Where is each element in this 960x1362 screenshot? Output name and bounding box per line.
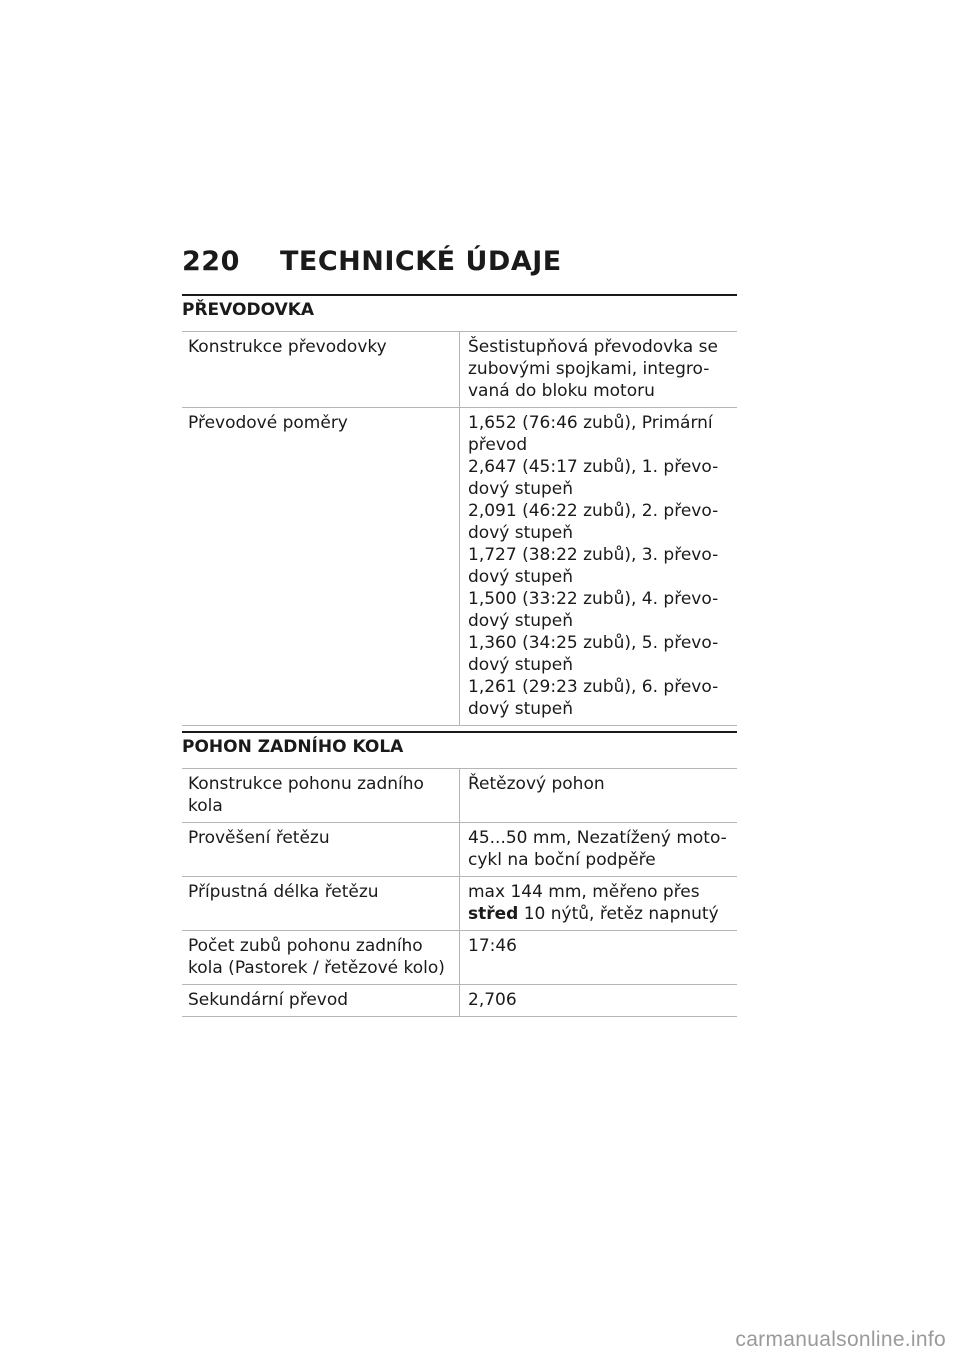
value-line: dový stupeň [468,523,574,543]
spec-table [182,768,737,1017]
value-line: 1,727 (38:22 zubů), 3. převo- [468,545,719,565]
value-line: zubovými spojkami, integro- [468,359,710,379]
spec-label [182,985,460,1017]
label-line: Prověšení řetězu [188,828,330,848]
value-line: 2,647 (45:17 zubů), 1. převo- [468,457,719,477]
bold-text: střed [468,904,519,924]
spec-label [182,877,460,931]
value-line: cykl na boční podpěře [468,850,656,870]
spec-value [460,332,738,408]
label-line: Počet zubů pohonu zadního [188,936,423,956]
value-line: dový stupeň [468,479,574,499]
value-line: Šestistupňová převodovka se [468,337,718,357]
spec-label [182,931,460,985]
spec-value [460,769,738,823]
value-line: max 144 mm, měřeno přes [468,882,700,902]
section-rear-wheel-drive [182,731,737,1017]
table-row [182,769,737,823]
page-header [182,246,562,277]
label-line: Konstrukce pohonu zadního [188,774,424,794]
spec-value [460,877,738,931]
spec-value [460,408,738,726]
table-row [182,877,737,931]
spec-label [182,332,460,408]
value-line: dový stupeň [468,699,574,719]
value-line: dový stupeň [468,567,574,587]
value-line: 2,706 [468,990,517,1010]
spec-label [182,769,460,823]
spec-label [182,823,460,877]
label-line: Konstrukce převodovky [188,337,387,357]
label-line: Přípustná délka řetězu [188,882,379,902]
table-row [182,931,737,985]
page-number: 220 [182,246,240,277]
label-line: kola [188,796,223,816]
value-line: dový stupeň [468,611,574,631]
spec-value [460,985,738,1017]
value-line: 2,091 (46:22 zubů), 2. převo- [468,501,719,521]
label-line: Převodové poměry [188,413,348,433]
table-row [182,823,737,877]
spec-value [460,823,738,877]
value-line: dový stupeň [468,655,574,675]
value-line: Řetězový pohon [468,774,605,794]
section-title: PŘEVODOVKA [182,294,737,331]
spec-label [182,408,460,726]
spec-value [460,931,738,985]
value-line: 45...50 mm, Nezatížený moto- [468,828,727,848]
value-line: 1,261 (29:23 zubů), 6. převo- [468,677,719,697]
value-line: vaná do bloku motoru [468,381,655,401]
value-line: 1,500 (33:22 zubů), 4. převo- [468,589,719,609]
section-title: POHON ZADNÍHO KOLA [182,731,737,768]
watermark-text: carmanualsonline.info [735,1328,946,1351]
table-row [182,985,737,1017]
value-line: převod [468,435,528,455]
value-line: 1,360 (34:25 zubů), 5. převo- [468,633,719,653]
value-line: 17:46 [468,936,517,956]
value-text: 10 nýtů, řetěz napnutý [518,904,719,924]
spec-table [182,331,737,726]
label-line: kola (Pastorek / řetězové kolo) [188,958,445,978]
value-line: 1,652 (76:46 zubů), Primární [468,413,713,433]
section-gearbox [182,294,737,726]
page-title: TECHNICKÉ ÚDAJE [280,246,562,277]
table-row [182,332,737,408]
value-line [468,903,731,925]
label-line: Sekundární převod [188,990,349,1010]
table-row [182,408,737,726]
